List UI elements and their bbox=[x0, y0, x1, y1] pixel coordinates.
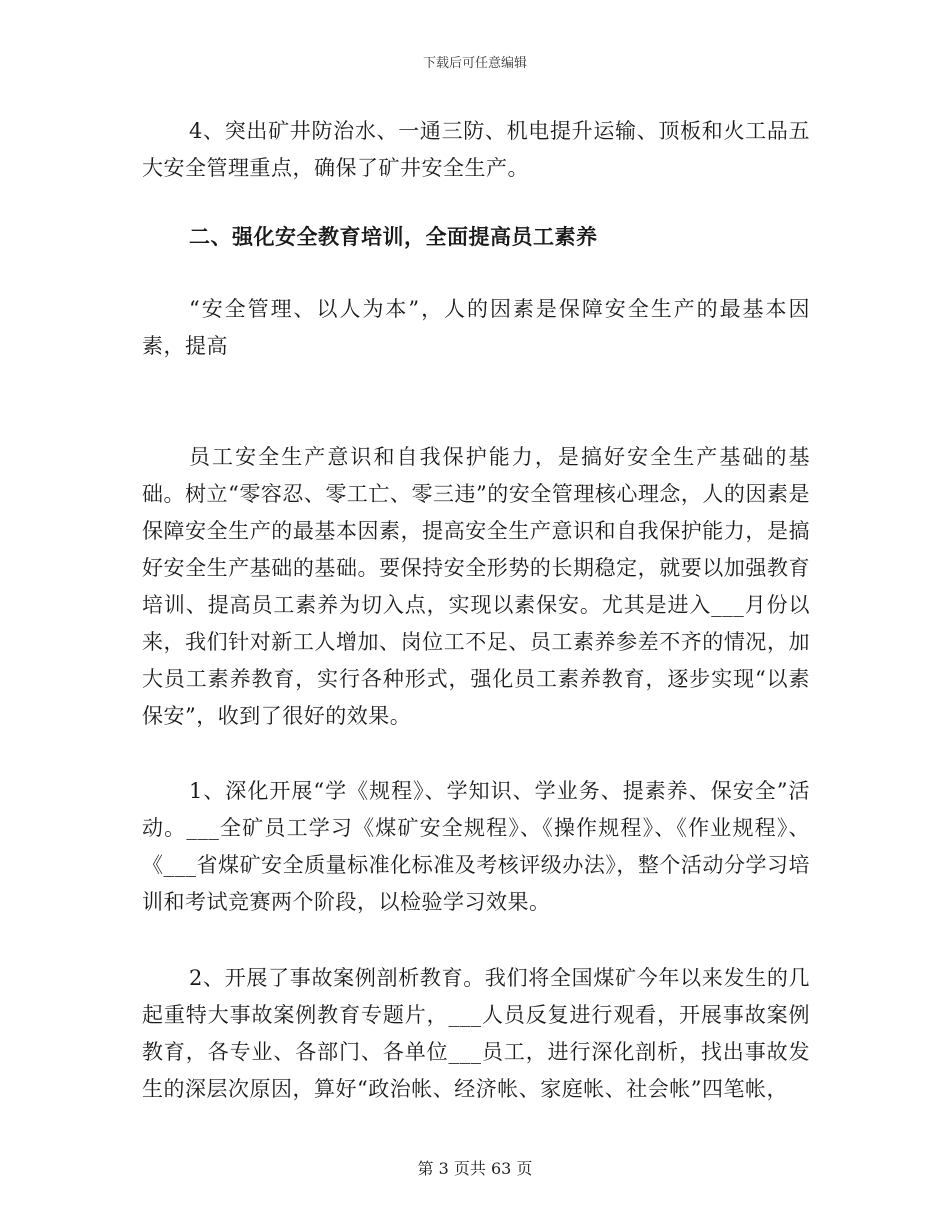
section-heading: 二、强化安全教育培训，全面提高员工素养 bbox=[189, 224, 598, 249]
paragraph-item-2: 2、开展了事故案例剖析教育。我们将全国煤矿今年以来发生的几起重特大事故案例教育专题片，___人员反复进行观看，开展事故案例教育，各专业、各部门、各单位___员工，进行深化剖析，找出事故发生的深层次原因，算好“政治帐、经济帐、家庭帐、社会帐”四笔帐， bbox=[142, 966, 810, 1101]
page-number: 第 3 页共 63 页 bbox=[417, 1159, 533, 1178]
paragraph-item-4: 4、突出矿井防治水、一通三防、机电提升运输、顶板和火工品五大安全管理重点，确保了矿井安全生产。 bbox=[142, 119, 810, 180]
page-header: 下载后可任意编辑 bbox=[422, 56, 527, 71]
paragraph-intro: “安全管理、以人为本”，人的因素是保障安全生产的最基本因素，提高 bbox=[142, 297, 810, 358]
paragraph-item-1: 1、深化开展“学《规程》、学知识、学业务、提素养、保安全”活动。___全矿员工学习《煤矿安全规程》、《操作规程》、《作业规程》、《___省煤矿安全质量标准化标准及考核评级办法》，整个活动分学习培训和考试竞赛两个阶段，以检验学习效果。 bbox=[142, 779, 810, 914]
paragraph-main: 员工安全生产意识和自我保护能力，是搞好安全生产基础的基础。树立“零容忍、零工亡、零三违”的安全管理核心理念，人的因素是保障安全生产的最基本因素，提高安全生产意识和自我保护能力，是搞好安全生产基础的基础。要保持安全形势的长期稳定，就要以加强教育培训、提高员工素养为切入点，实现以素保安。尤其是进入___月份以来，我们针对新工人增加、岗位工不足、员工素养参差不齐的情况，加大员工素养教育，实行各种形式，强化员工素养教育，逐步实现“以素保安”，收到了很好的效果。 bbox=[142, 445, 810, 728]
